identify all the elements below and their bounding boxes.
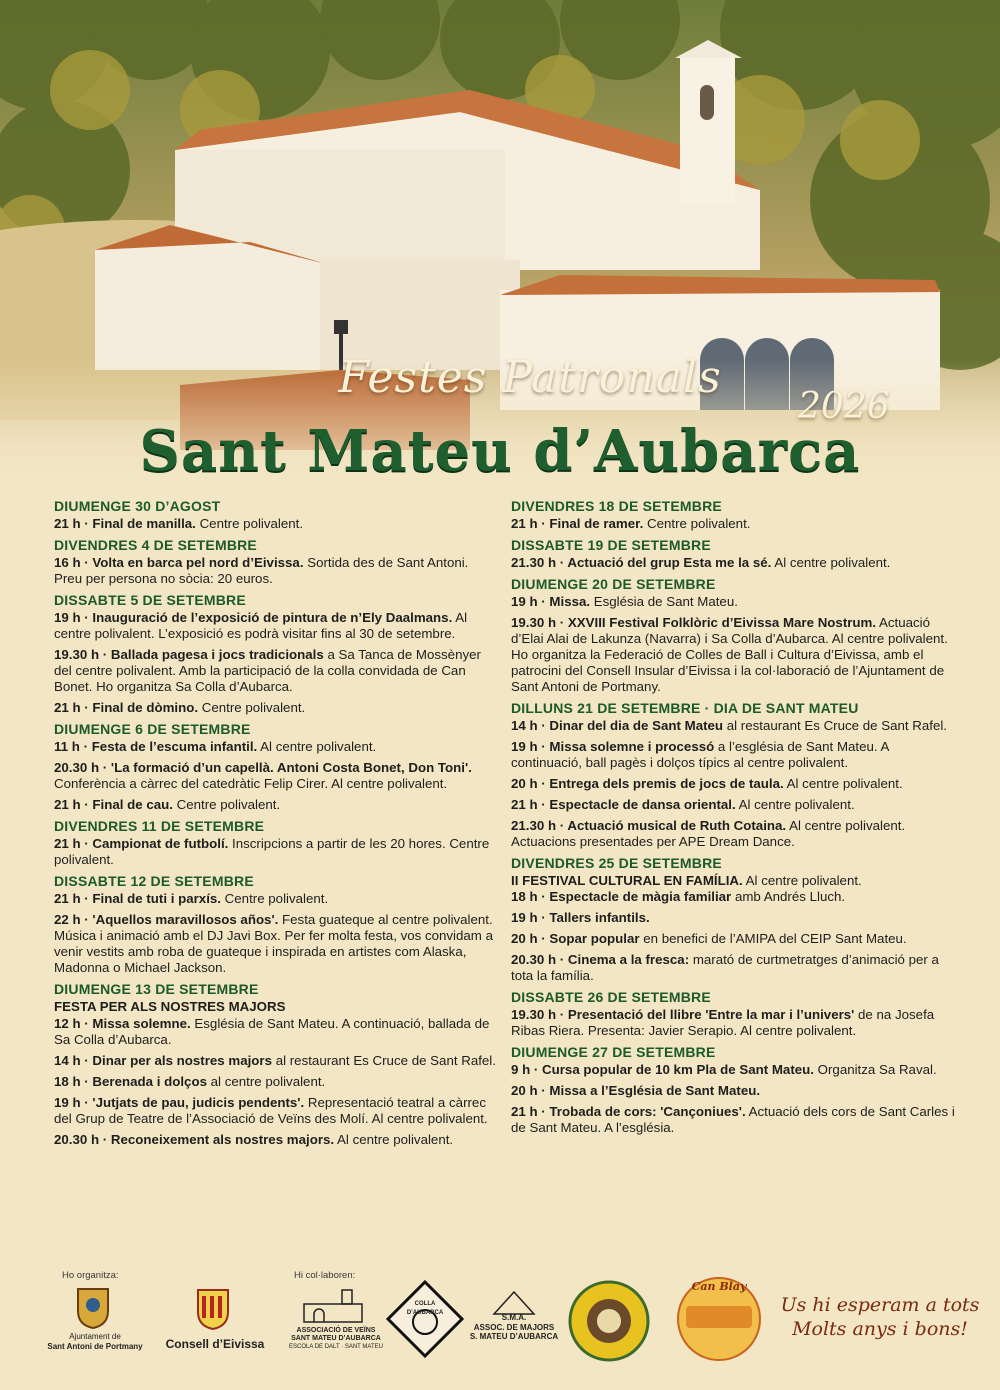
event-time-title: 18 h · Berenada i dolços — [54, 1074, 207, 1089]
event-time-title: 21 h · Final de cau. — [54, 797, 173, 812]
day-heading: DIUMENGE 6 DE SETEMBRE — [54, 721, 251, 737]
farewell-message — [780, 1293, 980, 1341]
assoc-veins-line2: SANT MATEU D’AUBARCA — [291, 1335, 381, 1342]
event-item — [54, 912, 499, 976]
event-details: de na Josefa Ribas Riera. Presenta: Javier Serapio. Al centre polivalent. — [511, 1007, 935, 1038]
event-item — [511, 615, 956, 695]
event-item — [54, 1053, 499, 1069]
page-title: Sant Mateu d’Aubarca — [139, 418, 861, 484]
colla-aubarca-label: COLLA D’AUBARCA — [406, 1301, 444, 1316]
event-item — [511, 718, 956, 734]
event-item — [511, 739, 956, 771]
collaborate-label: Hi col·laboren: — [294, 1270, 356, 1281]
assoc-veins-church-icon — [298, 1286, 370, 1324]
event-time-title: 21.30 h · Actuació del grup Esta me la sé. — [511, 555, 772, 570]
farewell-line1: Us hi esperam a tots — [780, 1294, 980, 1316]
event-time-title: 20 h · Entrega dels premis de jocs de taula. — [511, 776, 784, 791]
event-item — [54, 739, 499, 755]
program-day — [54, 981, 499, 1148]
event-time-title: 12 h · Missa solemne. — [54, 1016, 191, 1031]
event-time-title: 21 h · Espectacle de dansa oriental. — [511, 797, 736, 812]
program-day — [54, 818, 499, 868]
event-time-title: 19.30 h · XXVIII Festival Folklòric d’Eivissa Mare Nostrum. — [511, 615, 877, 630]
event-details: Centre polivalent. — [172, 797, 281, 812]
event-details: Al centre polivalent. — [257, 739, 377, 754]
event-time-title: 19 h · Missa. — [511, 594, 591, 609]
event-item — [54, 1132, 499, 1148]
event-item — [511, 1007, 956, 1039]
event-time-title: 21.30 h · Actuació musical de Ruth Cotaina. — [511, 818, 787, 833]
ajuntament-crest-icon — [76, 1285, 110, 1329]
day-heading: DISSABTE 5 DE SETEMBRE — [54, 592, 246, 608]
colla-aubarca-logo-icon — [386, 1280, 464, 1358]
event-time-title: II FESTIVAL CULTURAL EN FAMÍLIA. — [511, 873, 743, 888]
day-heading: DISSABTE 12 DE SETEMBRE — [54, 873, 254, 889]
event-details: Centre polivalent. — [220, 891, 329, 906]
event-details: Al centre polivalent. Actuacions presentades per APE Dream Dance. — [511, 818, 906, 849]
event-item — [511, 516, 956, 532]
event-details: Església de Sant Mateu. — [590, 594, 738, 609]
event-details: Organitza Sa Raval. — [813, 1062, 937, 1077]
event-item — [54, 1074, 499, 1090]
event-item — [54, 1095, 499, 1127]
event-details: marató de curtmetratges d’animació per a tota la família. — [511, 952, 939, 983]
program-right-column — [511, 498, 956, 1141]
event-details: Festa guateque al centre polivalent. Música i animació amb el DJ Javi Box. Per fer molta festa, vos convidam a venir vestits amb roba de guateque i inspirada en artistes com Alaska, Madonna o Michael Jackson. — [54, 912, 493, 975]
event-details: en benefici de l’AMIPA del CEIP Sant Mateu. — [639, 931, 907, 946]
event-time-title: 14 h · Dinar per als nostres majors — [54, 1053, 273, 1068]
event-details: Al centre polivalent. — [334, 1132, 454, 1147]
day-heading: DIVENDRES 11 DE SETEMBRE — [54, 818, 265, 834]
ajuntament-line1: Ajuntament de — [69, 1332, 121, 1341]
event-details: Centre polivalent. — [643, 516, 751, 531]
event-details: Al centre polivalent. — [742, 873, 862, 888]
event-time-title: 22 h · 'Aquellos maravillosos años'. — [54, 912, 279, 927]
day-subheading: FESTA PER ALS NOSTRES MAJORS — [54, 999, 286, 1014]
event-item — [511, 889, 956, 905]
event-item — [54, 700, 499, 716]
sma-label: S.M.A. — [501, 1313, 527, 1322]
event-details: Representació teatral a càrrec del Grup de Teatre de l’Associació de Veïns des Molí. Al centre polivalent. — [54, 1095, 488, 1126]
farewell-line2: Molts anys i bons! — [792, 1318, 968, 1340]
program-day — [511, 498, 956, 532]
event-time-title: 11 h · Festa de l’escuma infantil. — [54, 739, 258, 754]
event-time-title: 19 h · Inauguració de l’exposició de pintura de n’Ely Daalmans. — [54, 610, 453, 625]
event-item — [511, 797, 956, 813]
event-details: amb Andrés Lluch. — [731, 889, 846, 904]
event-item — [511, 910, 956, 926]
event-item — [54, 1016, 499, 1048]
event-item — [54, 836, 499, 868]
event-item — [54, 891, 499, 907]
consell-label: Consell d’Eivissa — [165, 1337, 265, 1351]
day-heading: DIVENDRES 4 DE SETEMBRE — [54, 537, 257, 553]
event-details: al centre polivalent. — [206, 1074, 326, 1089]
event-item — [511, 931, 956, 947]
event-time-title: 21 h · Trobada de cors: 'Cançoniues'. — [511, 1104, 746, 1119]
event-details: Actuació dels cors de Sant Carles i de Sant Mateu. A l’església. — [511, 1104, 955, 1135]
event-details: Centre polivalent. — [195, 516, 304, 531]
day-heading: DISSABTE 26 DE SETEMBRE — [511, 989, 711, 1005]
event-time-title: 19.30 h · Ballada pagesa i jocs tradicionals — [54, 647, 324, 662]
event-details: Sortida des de Sant Antoni. Preu per persona no sòcia: 20 euros. — [54, 555, 469, 586]
day-heading: DIUMENGE 20 DE SETEMBRE — [511, 576, 716, 592]
event-time-title: 21 h · Final de dòmino. — [54, 700, 199, 715]
event-time-title: 20.30 h · Cinema a la fresca: — [511, 952, 690, 967]
ampa-round-logo-icon — [568, 1280, 650, 1362]
event-details: Al centre polivalent. — [771, 555, 891, 570]
ajuntament-line2: Sant Antoni de Portmany — [47, 1342, 143, 1351]
event-time-title: 21 h · Final de manilla. — [54, 516, 196, 531]
event-item — [54, 760, 499, 792]
program-day — [511, 700, 956, 850]
day-heading: DIVENDRES 18 DE SETEMBRE — [511, 498, 722, 514]
program-day — [511, 989, 956, 1039]
event-time-title: 20 h · Missa a l’Església de Sant Mateu. — [511, 1083, 761, 1098]
day-heading: DIUMENGE 13 DE SETEMBRE — [54, 981, 259, 997]
event-time-title: 19.30 h · Presentació del llibre 'Entre la mar i l’univers' — [511, 1007, 855, 1022]
program-day — [54, 592, 499, 716]
assoc-majors-line2: S. MATEU D’AUBARCA — [469, 1332, 559, 1341]
event-item — [511, 873, 956, 889]
program-left-column — [54, 498, 499, 1153]
program-day — [54, 721, 499, 813]
event-time-title: 9 h · Cursa popular de 10 km Pla de Sant Mateu. — [511, 1062, 814, 1077]
day-heading: DIUMENGE 30 D’AGOST — [54, 498, 221, 514]
event-time-title: 19 h · 'Jutjats de pau, judicis pendents'. — [54, 1095, 305, 1110]
event-item — [511, 952, 956, 984]
event-details: Al centre polivalent. — [783, 776, 903, 791]
event-details: Conferència a càrrec del catedràtic Felip Cirer. Al centre polivalent. — [54, 776, 448, 791]
festes-patronals-title: Festes Patronals — [338, 352, 722, 403]
event-time-title: 21 h · Campionat de futbolí. — [54, 836, 229, 851]
organizes-label: Ho organitza: — [62, 1270, 119, 1281]
event-details: a Sa Tanca de Mossènyer del centre polivalent. Amb la participació de la colla convidada de Can Bonet. Ho organitza Sa Colla d’Aubarca. — [54, 647, 481, 694]
event-time-title: 19 h · Tallers infantils. — [511, 910, 650, 925]
program-day — [54, 537, 499, 587]
event-item — [511, 594, 956, 610]
event-time-title: 14 h · Dinar del dia de Sant Mateu — [511, 718, 724, 733]
event-time-title: 16 h · Volta en barca pel nord d’Eivissa. — [54, 555, 304, 570]
event-details: a l’església de Sant Mateu. A continuació, ball pagès i dolços típics al centre polivalent. — [511, 739, 889, 770]
day-heading: DIUMENGE 27 DE SETEMBRE — [511, 1044, 716, 1060]
day-heading: DIVENDRES 25 DE SETEMBRE — [511, 855, 722, 871]
day-heading: DISSABTE 19 DE SETEMBRE — [511, 537, 711, 553]
event-time-title: 20.30 h · 'La formació d’un capellà. Antoni Costa Bonet, Don Toni'. — [54, 760, 472, 775]
assoc-veins-line1: ASSOCIACIÓ DE VEÏNS — [296, 1327, 376, 1334]
program-day — [511, 576, 956, 695]
year-label: 2026 — [798, 386, 890, 427]
event-item — [511, 818, 956, 850]
event-item — [511, 1104, 956, 1136]
event-details: Al centre polivalent. — [735, 797, 855, 812]
consell-crest-icon — [196, 1288, 230, 1330]
event-time-title: 21 h · Final de ramer. — [511, 516, 644, 531]
event-item — [54, 516, 499, 532]
program-day — [511, 1044, 956, 1136]
event-details: Actuació d’Elai Alai de Lakunza (Navarra) i Sa Colla d’Aubarca. Al centre polivalent. Ho organitza la Federació de Colles de Ball i Cultura d’Eivissa, amb el patrocini del Consell Insular d’Eivissa i la col·laboració de l’Ajuntament de Sant Antoni de Portmany. — [511, 615, 948, 694]
day-heading: DILLUNS 21 DE SETEMBRE · DIA DE SANT MATEU — [511, 700, 859, 716]
event-details: al restaurant Es Cruce de Sant Rafel. — [723, 718, 948, 733]
event-item — [54, 555, 499, 587]
event-item — [54, 610, 499, 642]
assoc-veins-line3: ESCOLA DE DALT · SANT MATEU — [289, 1344, 383, 1350]
event-details: Església de Sant Mateu. A continuació, ballada de Sa Colla d’Aubarca. — [54, 1016, 490, 1047]
event-details: Inscripcions a partir de les 20 hores. Centre polivalent. — [54, 836, 490, 867]
event-time-title: 18 h · Espectacle de màgia familiar — [511, 889, 732, 904]
event-item — [511, 776, 956, 792]
event-item — [511, 555, 956, 571]
event-time-title: 20.30 h · Reconeixement als nostres majors. — [54, 1132, 335, 1147]
event-item — [511, 1062, 956, 1078]
event-item — [511, 1083, 956, 1099]
event-time-title: 19 h · Missa solemne i processó — [511, 739, 715, 754]
event-time-title: 21 h · Final de tuti i parxís. — [54, 891, 221, 906]
event-item — [54, 647, 499, 695]
program-day — [54, 498, 499, 532]
event-details: al restaurant Es Cruce de Sant Rafel. — [272, 1053, 496, 1068]
event-item — [54, 797, 499, 813]
event-details: Centre polivalent. — [198, 700, 306, 715]
program-day — [54, 873, 499, 976]
event-time-title: 20 h · Sopar popular — [511, 931, 640, 946]
event-details: Al centre polivalent. L’exposició es podrà visitar fins al 30 de setembre. — [54, 610, 468, 641]
program-day — [511, 537, 956, 571]
can-blay-label: Can Blay — [691, 1280, 747, 1293]
program-day — [511, 855, 956, 984]
assoc-majors-line1: ASSOC. DE MAJORS — [473, 1323, 555, 1332]
